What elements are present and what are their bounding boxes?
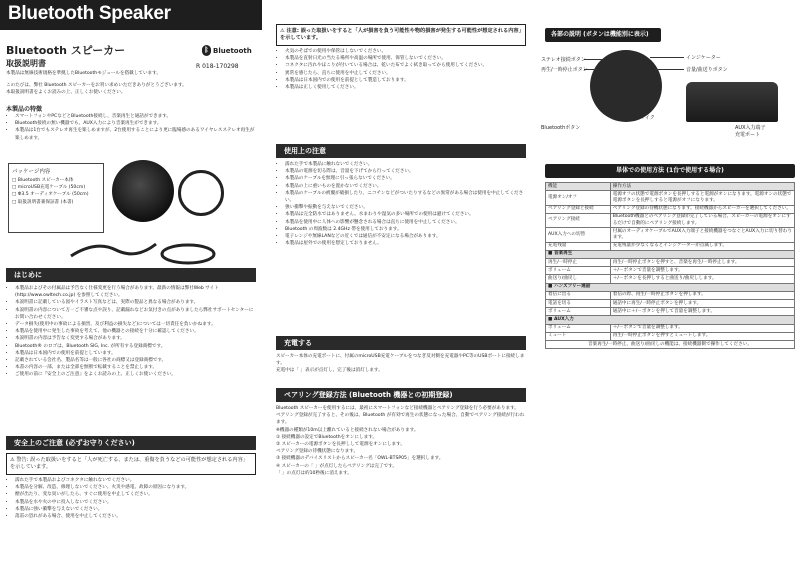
hajimeni-item: • 記載されている会社名、製品名等は一般に各社の商標又は登録商標です。 <box>15 357 256 364</box>
functions-title: 単体での使用方法 (1台で使用する場合) <box>545 164 795 178</box>
row-name: 曲送り/曲戻し <box>546 275 611 283</box>
pairing-step: 「 」の点灯は約10秒後に消えます。 <box>276 470 352 476</box>
feature-item: • スマートフォンやPCなどとBluetooth接続し、音楽再生と通話ができます。 <box>15 113 256 120</box>
safety-item: • 煙が出たり、変な臭いがしたら、すぐに使用を中止してください。 <box>15 491 256 498</box>
caution-box <box>276 24 526 46</box>
table-row <box>546 332 795 340</box>
features-block <box>6 104 256 142</box>
speaker-side-diagram <box>686 82 778 122</box>
pairing-title: ペアリング登録方法 (Bluetooth 機器との初期登録) <box>276 388 526 402</box>
leader-line <box>655 69 684 70</box>
safety-item: • 本製品に強い衝撃を与えないでください。 <box>15 506 256 513</box>
intro-text <box>6 82 256 96</box>
row-name: 充電残量 <box>546 242 611 250</box>
caution-item: • 火気のそばでの使用や保管はしないでください。 <box>285 48 526 55</box>
table-section <box>546 316 795 324</box>
lead-line: 本製品は無線技術規格を準拠したBluetoothモジュールを搭載しています。 <box>6 71 161 76</box>
feature-item: • Bluetooth接続の無い機器でも、AUX入力により音楽再生ができます。 <box>15 120 256 127</box>
row-op: 充電残量が少なくなるとインジケーターが点滅します。 <box>610 242 794 250</box>
label-mic: マイク <box>640 115 655 121</box>
pairing-step: ③ 接続機器のデバイスリストからスピーカー名「OWL-BTSP05」を選択します。 <box>276 456 444 462</box>
row-name: ボリューム <box>546 324 611 332</box>
table-row <box>546 291 795 299</box>
row-op: 通話中に＋/－ボタンを押して音量を調整します。 <box>610 308 794 316</box>
table-row <box>546 341 795 349</box>
bluetooth-logo <box>202 45 252 56</box>
pairing-intro: Bluetooth スピーカーを使用するには、最初にスマートフォンなど接続機器とペアリング登録を行う必要があります。 <box>276 406 519 411</box>
pairing-step: ② スピーカーの電源ボタンを長押しして電源をオンにします。 <box>276 442 405 448</box>
usage-notes-title: 使用上の注意 <box>276 144 526 158</box>
col-function: 機能 <box>546 183 611 191</box>
label-play-button: 再生/一時停止ボタン <box>541 67 588 73</box>
row-name: 電源オン/オフ <box>546 191 611 205</box>
table-row <box>546 228 795 242</box>
label-charge-port: 充電ポート <box>735 132 761 138</box>
row-op: 再生/一時停止ボタンを押すと、音楽を再生/一時停止します。 <box>610 259 794 267</box>
row-op: Bluetooth機器とのペアリング登録が完了している場合、スピーカーの電源をオンにするだけで自動的にペアリング接続します。 <box>610 213 794 227</box>
row-op: 電源オフの状態で電源ボタンを長押しすると電源がオンになります。電源オンの状態で電源ボタンを長押しすると電源がオフになります。 <box>610 191 794 205</box>
label-bluetooth-button: Bluetoothボタン <box>541 125 581 131</box>
usage-note-item: • 本製品は屋外での使用を想定しておりません。 <box>285 240 526 247</box>
caution-item: • 異常を感じたら、直ちに使用を中止してください。 <box>285 70 526 77</box>
hajimeni-item: • Bluetooth® のロゴは、Bluetooth SIG, Inc. が所有する登録商標です。 <box>15 343 256 350</box>
functions-table-wrap <box>545 182 795 349</box>
product-subtitle: 取扱説明書 <box>6 59 46 68</box>
hajimeni-list <box>6 285 256 379</box>
row-op: ＋/－ボタンを長押しすると曲送り/曲戻しします。 <box>610 275 794 283</box>
pairing-block <box>276 388 526 477</box>
row-op: 通話中に再生/一時停止ボタンを押します。 <box>610 300 794 308</box>
caution-item: • 本製品を直射日光の当たる場所や高温の場所で使用、保管しないでください。 <box>285 55 526 62</box>
middle-column <box>270 0 532 567</box>
pairing-step: ④ スピーカーの「 」が点灯したらペアリングは完了です。 <box>276 463 397 469</box>
hajimeni-title: はじめに <box>6 268 256 282</box>
intro-line: このたびは、弊社 Bluetooth スピーカーをお買い求めいただきありがとうございます。 <box>6 83 187 88</box>
table-row <box>546 205 795 213</box>
hajimeni-item: • 本説明書に記載している図やイラスト写真などは、実際の製品と異なる場合があります。 <box>15 299 256 306</box>
table-row <box>546 259 795 267</box>
leader-line <box>650 57 684 58</box>
safety-item: • 本製品を分解、改造、修理しないでください。火災や感電、故障の原因になります。 <box>15 484 256 491</box>
package-box <box>8 163 104 233</box>
features-list <box>6 113 256 142</box>
charging-block <box>276 336 526 375</box>
hajimeni-item: • データ損失(使用中の事故による損害、及び利益の損失など)については一切責任を負いかねます。 <box>15 321 256 328</box>
row-name: ボリューム <box>546 267 611 275</box>
package-item: □ Bluetooth スピーカー本体 <box>12 178 74 183</box>
row-op: ＋/－ボタンで音量を調整します。 <box>610 324 794 332</box>
row-op: ペアリング登録の待機状態になります。接続機器からスピーカーを選択してください。 <box>610 205 794 213</box>
caution-item: • 本製品は日本国内での使用を前提として製造しております。 <box>285 77 526 84</box>
table-section <box>546 283 795 291</box>
caution-icon: ⚠ <box>280 28 285 34</box>
row-op: 再生/一時停止ボタンを押すとミュートします。 <box>610 332 794 340</box>
left-column <box>0 0 262 567</box>
package-item: □ 取扱説明書兼保証書 (本書) <box>12 199 74 205</box>
speaker-photo <box>112 160 174 222</box>
header-title: Bluetooth Speaker <box>8 3 171 24</box>
section-title: ■ 音楽再生 <box>546 250 795 258</box>
table-footer: 音楽再生/一時停止、曲送り/曲戻しの機能は、接続機器側で操作してください。 <box>546 341 795 349</box>
row-name: 電話を切る <box>546 300 611 308</box>
row-name: 着信に出る <box>546 291 611 299</box>
usage-notes-list <box>276 161 526 247</box>
usage-notes-block <box>276 144 526 247</box>
safety-item: • 落雷の恐れがある場合、使用を中止してください。 <box>15 513 256 520</box>
warning-icon: ⚠ <box>10 457 15 463</box>
label-stereo-button: ステレオ接続ボタン <box>541 57 586 63</box>
row-name: 再生/一時停止 <box>546 259 611 267</box>
label-indicator: インジケーター <box>686 55 721 61</box>
caution-text: 注意: 誤った取扱いをすると「人が損害を負う可能性や物的損害が発生する可能性が想定される内容」を示しています。 <box>280 28 522 41</box>
pairing-intro: ※機器の種類が10m以上離れていると接続されない場合があります。 <box>276 427 419 433</box>
charging-line: スピーカー本体の充電ポートに、付属のmicroUSB充電ケーブルをつなぎ反対側を充電器やPC等のUSBポートに接続します。 <box>276 354 525 367</box>
header-bar <box>0 0 262 30</box>
usage-note-item: • 電子レンジや無線LANなどの近くでは通信が不安定になる場合があります。 <box>285 233 526 240</box>
table-row <box>546 300 795 308</box>
usage-note-item: • Bluetooth の周波数は 2.4GHz 帯を使用しております。 <box>285 226 526 233</box>
safety-item: • 本製品を水や火の中に投入しないでください。 <box>15 499 256 506</box>
hajimeni-item: • 本製品を使用中に発生した事故を考えて、他の機器との接続を十分に確認してください。 <box>15 328 256 335</box>
col-operation: 操作方法 <box>610 183 794 191</box>
row-name: ペアリング登録と接続 <box>546 205 611 213</box>
table-row <box>546 242 795 250</box>
table-row <box>546 213 795 227</box>
label-volume-button: 音量/曲送りボタン <box>686 67 728 73</box>
pairing-step: ① 接続機器の設定でBluetoothをオンにします。 <box>276 434 378 440</box>
usage-note-item: • 本製品のケーブルの被覆が破損したり、ニコチンなどがついたりするなどの異常がある場合は使用を中止してください。 <box>285 190 526 204</box>
safety-title: 安全上のご注意 (必ずお守りください) <box>6 436 256 450</box>
caution-item: • コネクタに汚れやほこりが付いている場合は、乾いた布でよく拭き取ってから使用してください。 <box>285 62 526 69</box>
table-row <box>546 308 795 316</box>
usage-note-item: • 本製品は完全防水ではありません。水まわりや湿気の多い場所での使用は避けてください。 <box>285 211 526 218</box>
usage-note-item: • 本製品の電源を切る際は、音量を下げてから行ってください。 <box>285 168 526 175</box>
feature-item: • 本製品は1台でもステレオ再生を楽しめますが、2台使用することにより更に臨場感のあるワイヤレスステレオ再生が楽しめます。 <box>15 127 256 141</box>
usage-note-item: • 強い衝撃や振動を与えないでください。 <box>285 204 526 211</box>
charging-title: 充電する <box>276 336 526 350</box>
table-row <box>546 275 795 283</box>
table-row <box>546 324 795 332</box>
hajimeni-item: • ご使用の前に『安全上のご注意』をよくお読みの上、正しくお使いください。 <box>15 371 256 378</box>
row-op: ＋/－ボタンで音量を調整します。 <box>610 267 794 275</box>
bluetooth-icon: ᛒ <box>202 45 211 56</box>
audio-cable-image <box>66 238 161 260</box>
hajimeni-item: • 本書の内容の一部、または全部を無断で転載することを禁止します。 <box>15 364 256 371</box>
safety-block <box>6 436 256 520</box>
functions-table <box>545 182 795 349</box>
pairing-step: ペアリング登録の待機状態になります。 <box>276 449 359 455</box>
safety-item: • 濡れた手で本製品およびコネクタに触れないでください。 <box>15 477 256 484</box>
pairing-intro: ペアリング登録が完了すると、その後は、Bluetooth が有効で再生の状態になった場合、自動でペアリング接続が行われます。 <box>276 413 525 426</box>
label-aux-port: AUX入力端子 <box>735 125 766 131</box>
bluetooth-logo-text: Bluetooth <box>213 46 252 55</box>
table-row <box>546 267 795 275</box>
package-title: パッケージ内容 <box>12 169 51 175</box>
row-op: 着信の際、再生/一時停止ボタンを押します。 <box>610 291 794 299</box>
package-item: □ Φ3.5 オーディオケーブル (50cm) <box>12 192 89 198</box>
hajimeni-item: • 本説明書の内容について万一ご不審な点や誤り、記載漏れなどお気付きの点がありましたら弊社サポートセンターにお問い合わせください。 <box>15 307 256 321</box>
row-name: AUX入力への切替 <box>546 228 611 242</box>
parts-title: 各部の説明 (ボタンは機能別に表示) <box>545 28 661 42</box>
row-op: 付属のオーディオケーブルでAUX入力端子と接続機器をつなぐとAUX入力に切り替わります。 <box>610 228 794 242</box>
intro-line: 本取扱説明書をよくお読みの上、正しくお使いください。 <box>6 90 126 96</box>
package-item: □ microUSB充電ケーブル (50cm) <box>12 185 86 191</box>
safety-list <box>6 477 256 520</box>
row-name: ペアリング接続 <box>546 213 611 227</box>
features-title: 本製品の特徴 <box>6 106 43 113</box>
usb-cable-image <box>178 170 224 216</box>
charging-line: 充電中は「 」表示が点灯し、完了後は消灯します。 <box>276 368 383 374</box>
usage-note-item: • 濡れた手で本製品に触れないでください。 <box>285 161 526 168</box>
section-title: ■ ハンズフリー通話 <box>546 283 795 291</box>
caution-list <box>276 48 526 91</box>
table-section <box>546 250 795 258</box>
cert-mark: R 018-170298 <box>196 63 239 70</box>
lead-text <box>6 70 256 77</box>
hajimeni-item: • 本製品は日本国内での使用を前提としています。 <box>15 350 256 357</box>
hajimeni-item: • 本製品およびその付属品は予告なく仕様変更を行う場合があります。最新の情報は弊社Web サイト (http://www.owltech.co.jp) を参照してください。 <box>15 285 256 299</box>
usage-note-item: • 本製品の上に重いものを置かないでください。 <box>285 183 526 190</box>
hajimeni-item: • 本説明書の内容は予告なく変更する場合があります。 <box>15 335 256 342</box>
speaker-top-diagram <box>590 50 662 122</box>
cable-coil-image <box>158 242 218 266</box>
caution-block <box>276 24 526 91</box>
usage-note-item: • 本製品のケーブルを無理に引っ張らないでください。 <box>285 175 526 182</box>
product-title: Bluetooth スピーカー <box>6 44 126 57</box>
section-title: ■ AUX入力 <box>546 316 795 324</box>
leader-line <box>584 69 598 70</box>
table-row <box>546 191 795 205</box>
warning-box <box>6 453 256 475</box>
leader-line <box>584 59 604 60</box>
warning-text: 警告: 誤った取扱いをすると「人が死亡する、または、重傷を負うなどの可能性が想定される内容」を示しています。 <box>10 457 248 470</box>
row-name: ミュート <box>546 332 611 340</box>
hajimeni-block <box>6 268 256 379</box>
usage-note-item: • 本製品を使用中に人体への影響が懸念される場合は直ちに使用を中止してください。 <box>285 219 526 226</box>
row-name: ボリューム <box>546 308 611 316</box>
caution-item: • 本製品は正しく使用してください。 <box>285 84 526 91</box>
